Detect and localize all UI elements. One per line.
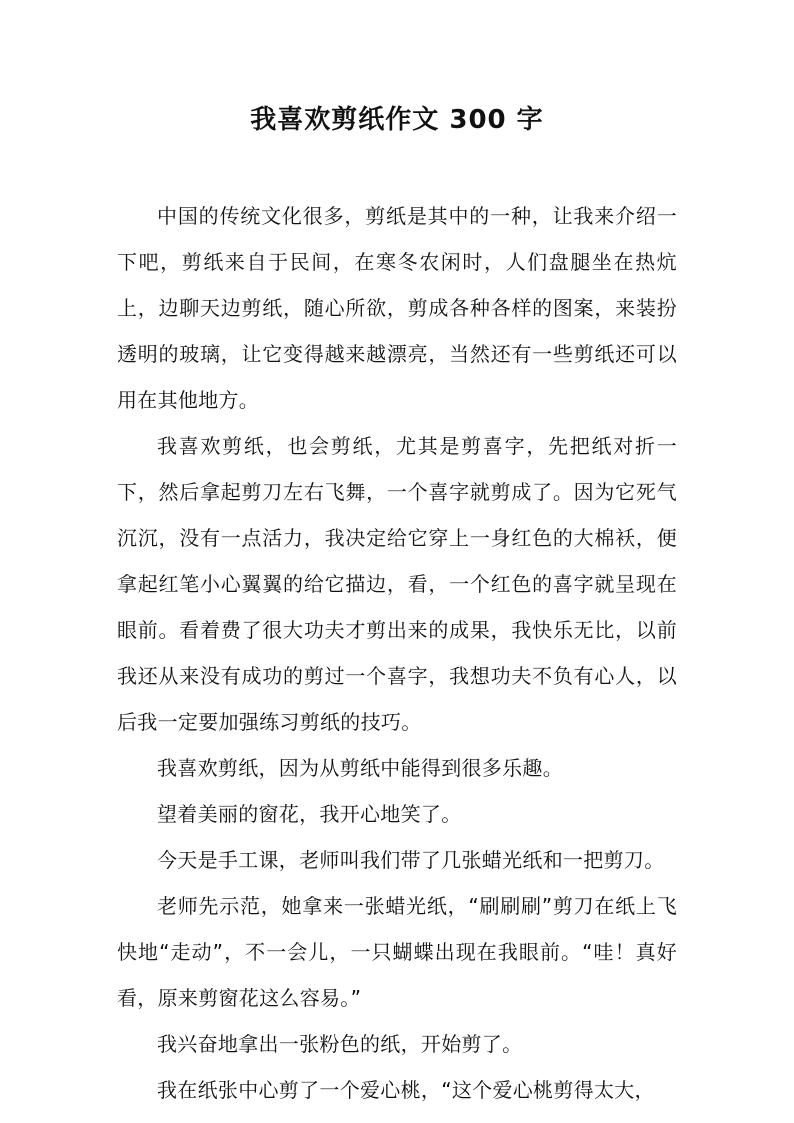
paragraph: 我喜欢剪纸，因为从剪纸中能得到很多乐趣。 xyxy=(157,756,563,780)
paragraph: 我在纸张中心剪了一个爱心桃，“这个爱心桃剪得太大， xyxy=(157,1078,655,1102)
paragraph: 我兴奋地拿出一张粉色的纸，开始剪了。 xyxy=(157,1032,523,1056)
paragraph: 我喜欢剪纸，也会剪纸，尤其是剪喜字，先把纸对折一下，然后拿起剪刀左右飞舞，一个喜字就剪成了。因为它死气沉沉，没有一点活力，我决定给它穿上一身红色的大棉袄，便拿起红笔小心翼翼的给它描边，看，一个红色的喜字就呈现在眼前。看着费了很大功夫才剪出来的成果，我快乐无比，以前我还从来没有成功的剪过一个喜字，我想功夫不负有心人，以后我一定要加强练习剪纸的技巧。 xyxy=(117,434,677,734)
paragraph: 老师先示范，她拿来一张蜡光纸，“刷刷刷”剪刀在纸上飞快地“走动”，不一会儿，一只蝴蝶出现在我眼前。“哇！真好看，原来剪窗花这么容易。” xyxy=(117,894,677,1010)
paragraph: 中国的传统文化很多，剪纸是其中的一种，让我来介绍一下吧，剪纸来自于民间，在寒冬农闲时，人们盘腿坐在热炕上，边聊天边剪纸，随心所欲，剪成各种各样的图案，来装扮透明的玻璃，让它变得越来越漂亮，当然还有一些剪纸还可以用在其他地方。 xyxy=(117,204,677,412)
paragraph: 望着美丽的窗花，我开心地笑了。 xyxy=(157,802,462,826)
document-body xyxy=(117,193,677,1113)
paragraph: 今天是手工课，老师叫我们带了几张蜡光纸和一把剪刀。 xyxy=(157,848,665,872)
document-title: 我喜欢剪纸作文 300 字 xyxy=(250,105,544,135)
